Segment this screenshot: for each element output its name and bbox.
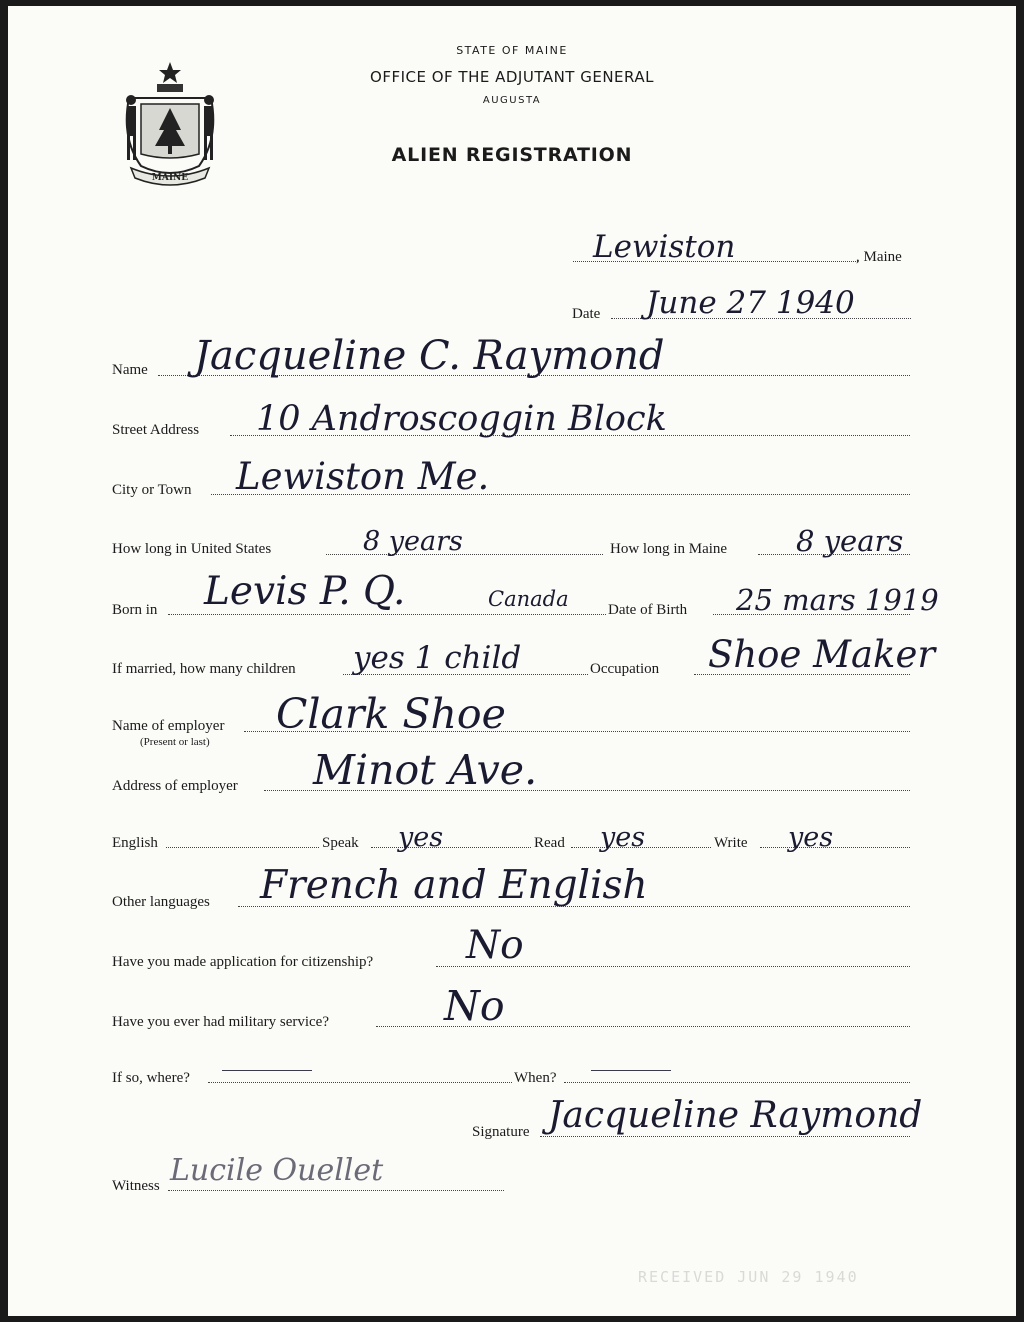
citizenship-label: Have you made application for citizenship? <box>112 954 374 970</box>
name-label: Name <box>112 362 148 378</box>
if-so-where-label: If so, where? <box>112 1070 190 1086</box>
employer-entry: Clark Shoe <box>276 690 506 738</box>
married-label: If married, how many children <box>112 661 296 677</box>
employer-label: Name of employer <box>112 718 225 734</box>
speak-label: Speak <box>322 835 359 851</box>
maine-label: , Maine <box>856 249 902 265</box>
citizenship-entry: No <box>466 923 524 968</box>
when-label: When? <box>514 1070 557 1086</box>
signature-entry: Jacqueline Raymond <box>548 1095 923 1136</box>
header-office: OFFICE OF THE ADJUTANT GENERAL <box>370 68 654 86</box>
form-title: ALIEN REGISTRATION <box>391 144 633 166</box>
employer-address-entry: Minot Ave. <box>313 746 538 794</box>
occupation-entry: Shoe Maker <box>708 633 936 676</box>
name-entry: Jacqueline C. Raymond <box>194 333 665 379</box>
registration-form <box>8 6 1016 1316</box>
write-label: Write <box>714 835 748 851</box>
signature-label: Signature <box>472 1124 530 1140</box>
how-long-us-label: How long in United States <box>112 541 272 557</box>
how-long-maine-entry: 8 years <box>796 524 904 558</box>
date-label: Date <box>572 306 601 322</box>
read-label: Read <box>534 835 565 851</box>
other-languages-label: Other languages <box>112 894 210 910</box>
date-entry: June 27 1940 <box>646 285 855 321</box>
how-long-us-entry: 8 years <box>363 526 463 557</box>
received-stamp: RECEIVED JUN 29 1940 <box>638 1268 859 1286</box>
city-label: City or Town <box>112 482 192 498</box>
military-entry: No <box>444 982 505 1030</box>
military-label: Have you ever had military service? <box>112 1014 329 1030</box>
write-entry: yes <box>788 822 834 853</box>
other-languages-entry: French and English <box>260 863 648 908</box>
employer-address-label: Address of employer <box>112 778 238 794</box>
dob-label: Date of Birth <box>608 602 688 618</box>
header-city: AUGUSTA <box>482 95 542 106</box>
english-label: English <box>112 835 158 851</box>
children-entry: yes 1 child <box>353 640 522 676</box>
dob-entry: 25 mars 1919 <box>736 583 939 617</box>
street-entry: 10 Androscoggin Block <box>256 399 667 439</box>
born-in-label: Born in <box>112 602 158 618</box>
header-state: STATE OF MAINE <box>456 44 568 57</box>
city-entry: Lewiston Me. <box>236 455 490 498</box>
read-entry: yes <box>600 822 646 853</box>
born-country-entry: Canada <box>488 587 569 611</box>
seal-maine-text: MAINE <box>151 173 189 183</box>
employer-note: (Present or last) <box>140 736 210 748</box>
how-long-maine-label: How long in Maine <box>610 541 728 557</box>
born-in-entry: Levis P. Q. <box>204 569 406 614</box>
witness-entry: Lucile Ouellet <box>170 1153 384 1188</box>
town-entry: Lewiston <box>593 229 736 265</box>
witness-label: Witness <box>112 1178 160 1194</box>
occupation-label: Occupation <box>590 661 660 677</box>
street-label: Street Address <box>112 422 200 438</box>
speak-entry: yes <box>398 822 444 853</box>
